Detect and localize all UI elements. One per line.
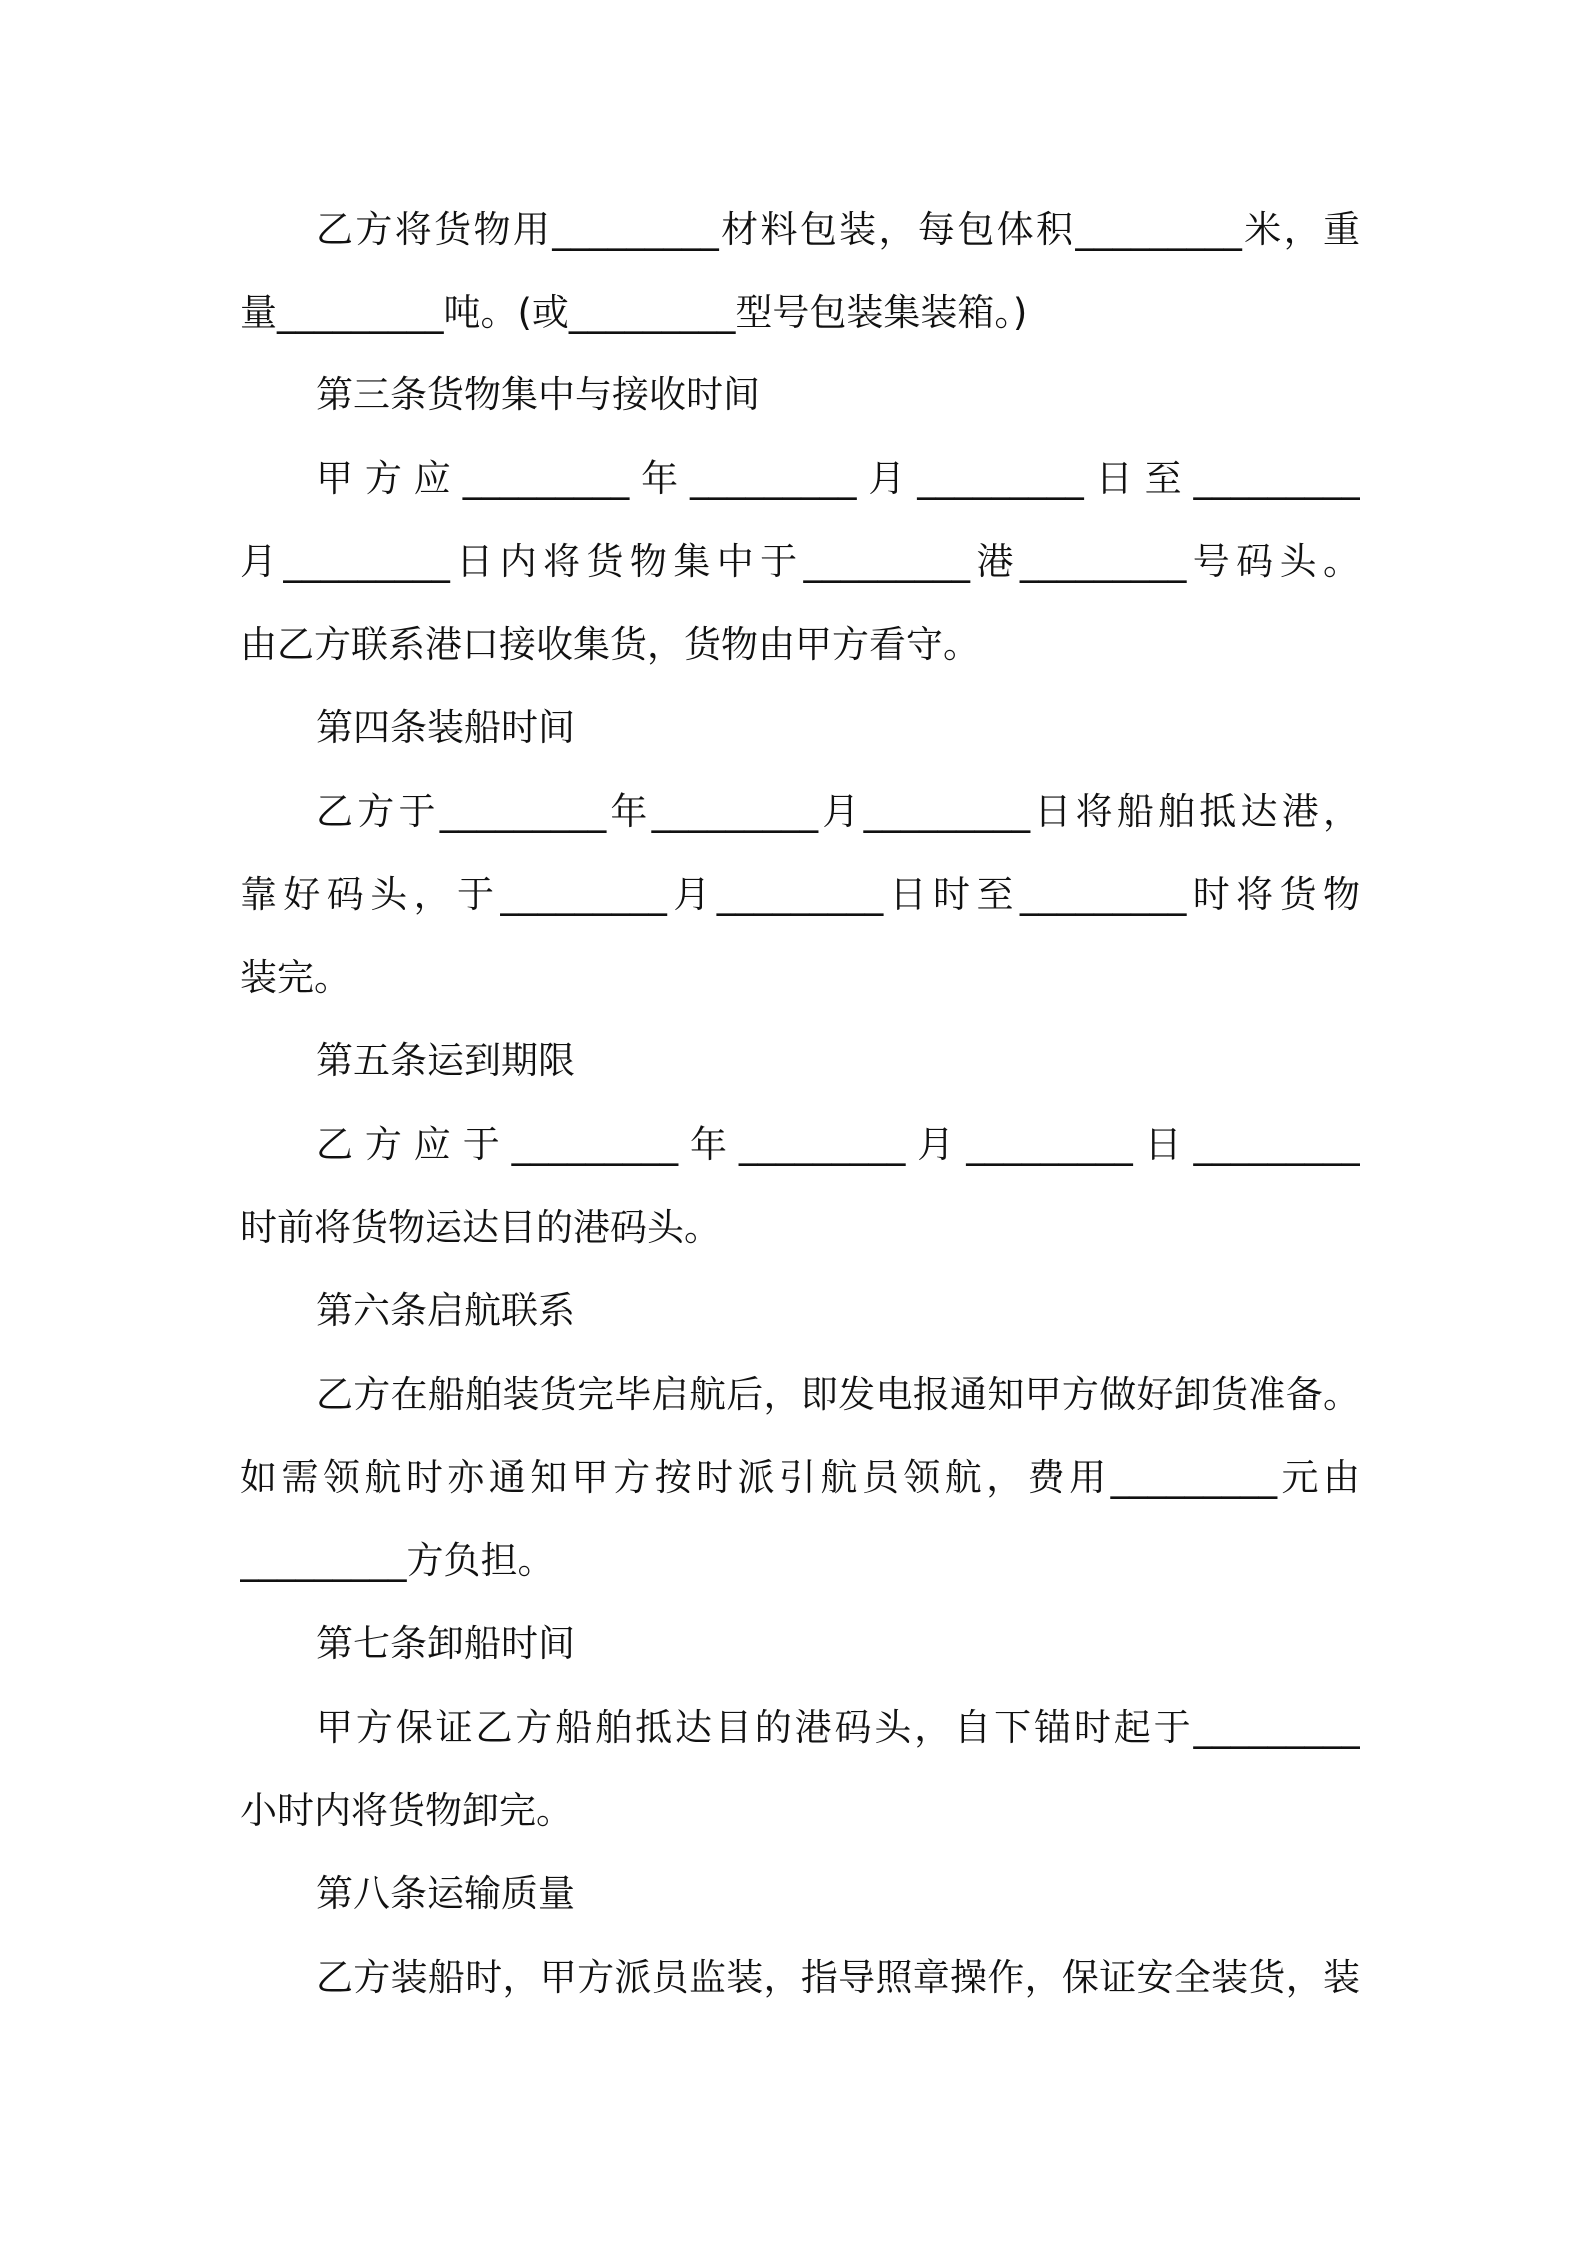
text-line: 乙方于_________年_________月_________日将船舶抵达港，: [316, 790, 1360, 833]
section-heading: 第五条运到期限: [316, 1039, 575, 1082]
text-line: 乙方应于_________年_________月_________日_________: [316, 1123, 1360, 1166]
text-line: 时前将货物运达目的港码头。: [240, 1206, 721, 1249]
text-line: 月_________日内将货物集中于_________港_________号码头。: [240, 540, 1360, 583]
text-line: _________方负担。: [240, 1539, 555, 1582]
text-line: 乙方在船舶装货完毕启航后，即发电报通知甲方做好卸货准备。: [316, 1373, 1360, 1416]
text-line: 乙方将货物用_________材料包装，每包体积_________米，重: [316, 208, 1360, 251]
text-line: 量_________吨。(或_________型号包装集装箱。): [240, 291, 1028, 334]
section-heading: 第七条卸船时间: [316, 1622, 575, 1665]
section-heading: 第八条运输质量: [316, 1872, 575, 1915]
text-line: 如需领航时亦通知甲方按时派引航员领航，费用_________元由: [240, 1456, 1360, 1499]
text-line: 装完。: [240, 956, 351, 999]
text-line: 由乙方联系港口接收集货，货物由甲方看守。: [240, 623, 980, 666]
text-line: 小时内将货物卸完。: [240, 1789, 573, 1832]
section-heading: 第三条货物集中与接收时间: [316, 373, 760, 416]
section-heading: 第四条装船时间: [316, 706, 575, 749]
text-line: 甲方保证乙方船舶抵达目的港码头，自下锚时起于_________: [316, 1706, 1360, 1749]
text-line: 甲方应_________年_________月_________日至_________: [316, 457, 1360, 500]
text-line: 乙方装船时，甲方派员监装，指导照章操作，保证安全装货，装: [316, 1956, 1360, 1999]
section-heading: 第六条启航联系: [316, 1289, 575, 1332]
text-line: 靠好码头，于_________月_________日时至_________时将货物: [240, 873, 1360, 916]
